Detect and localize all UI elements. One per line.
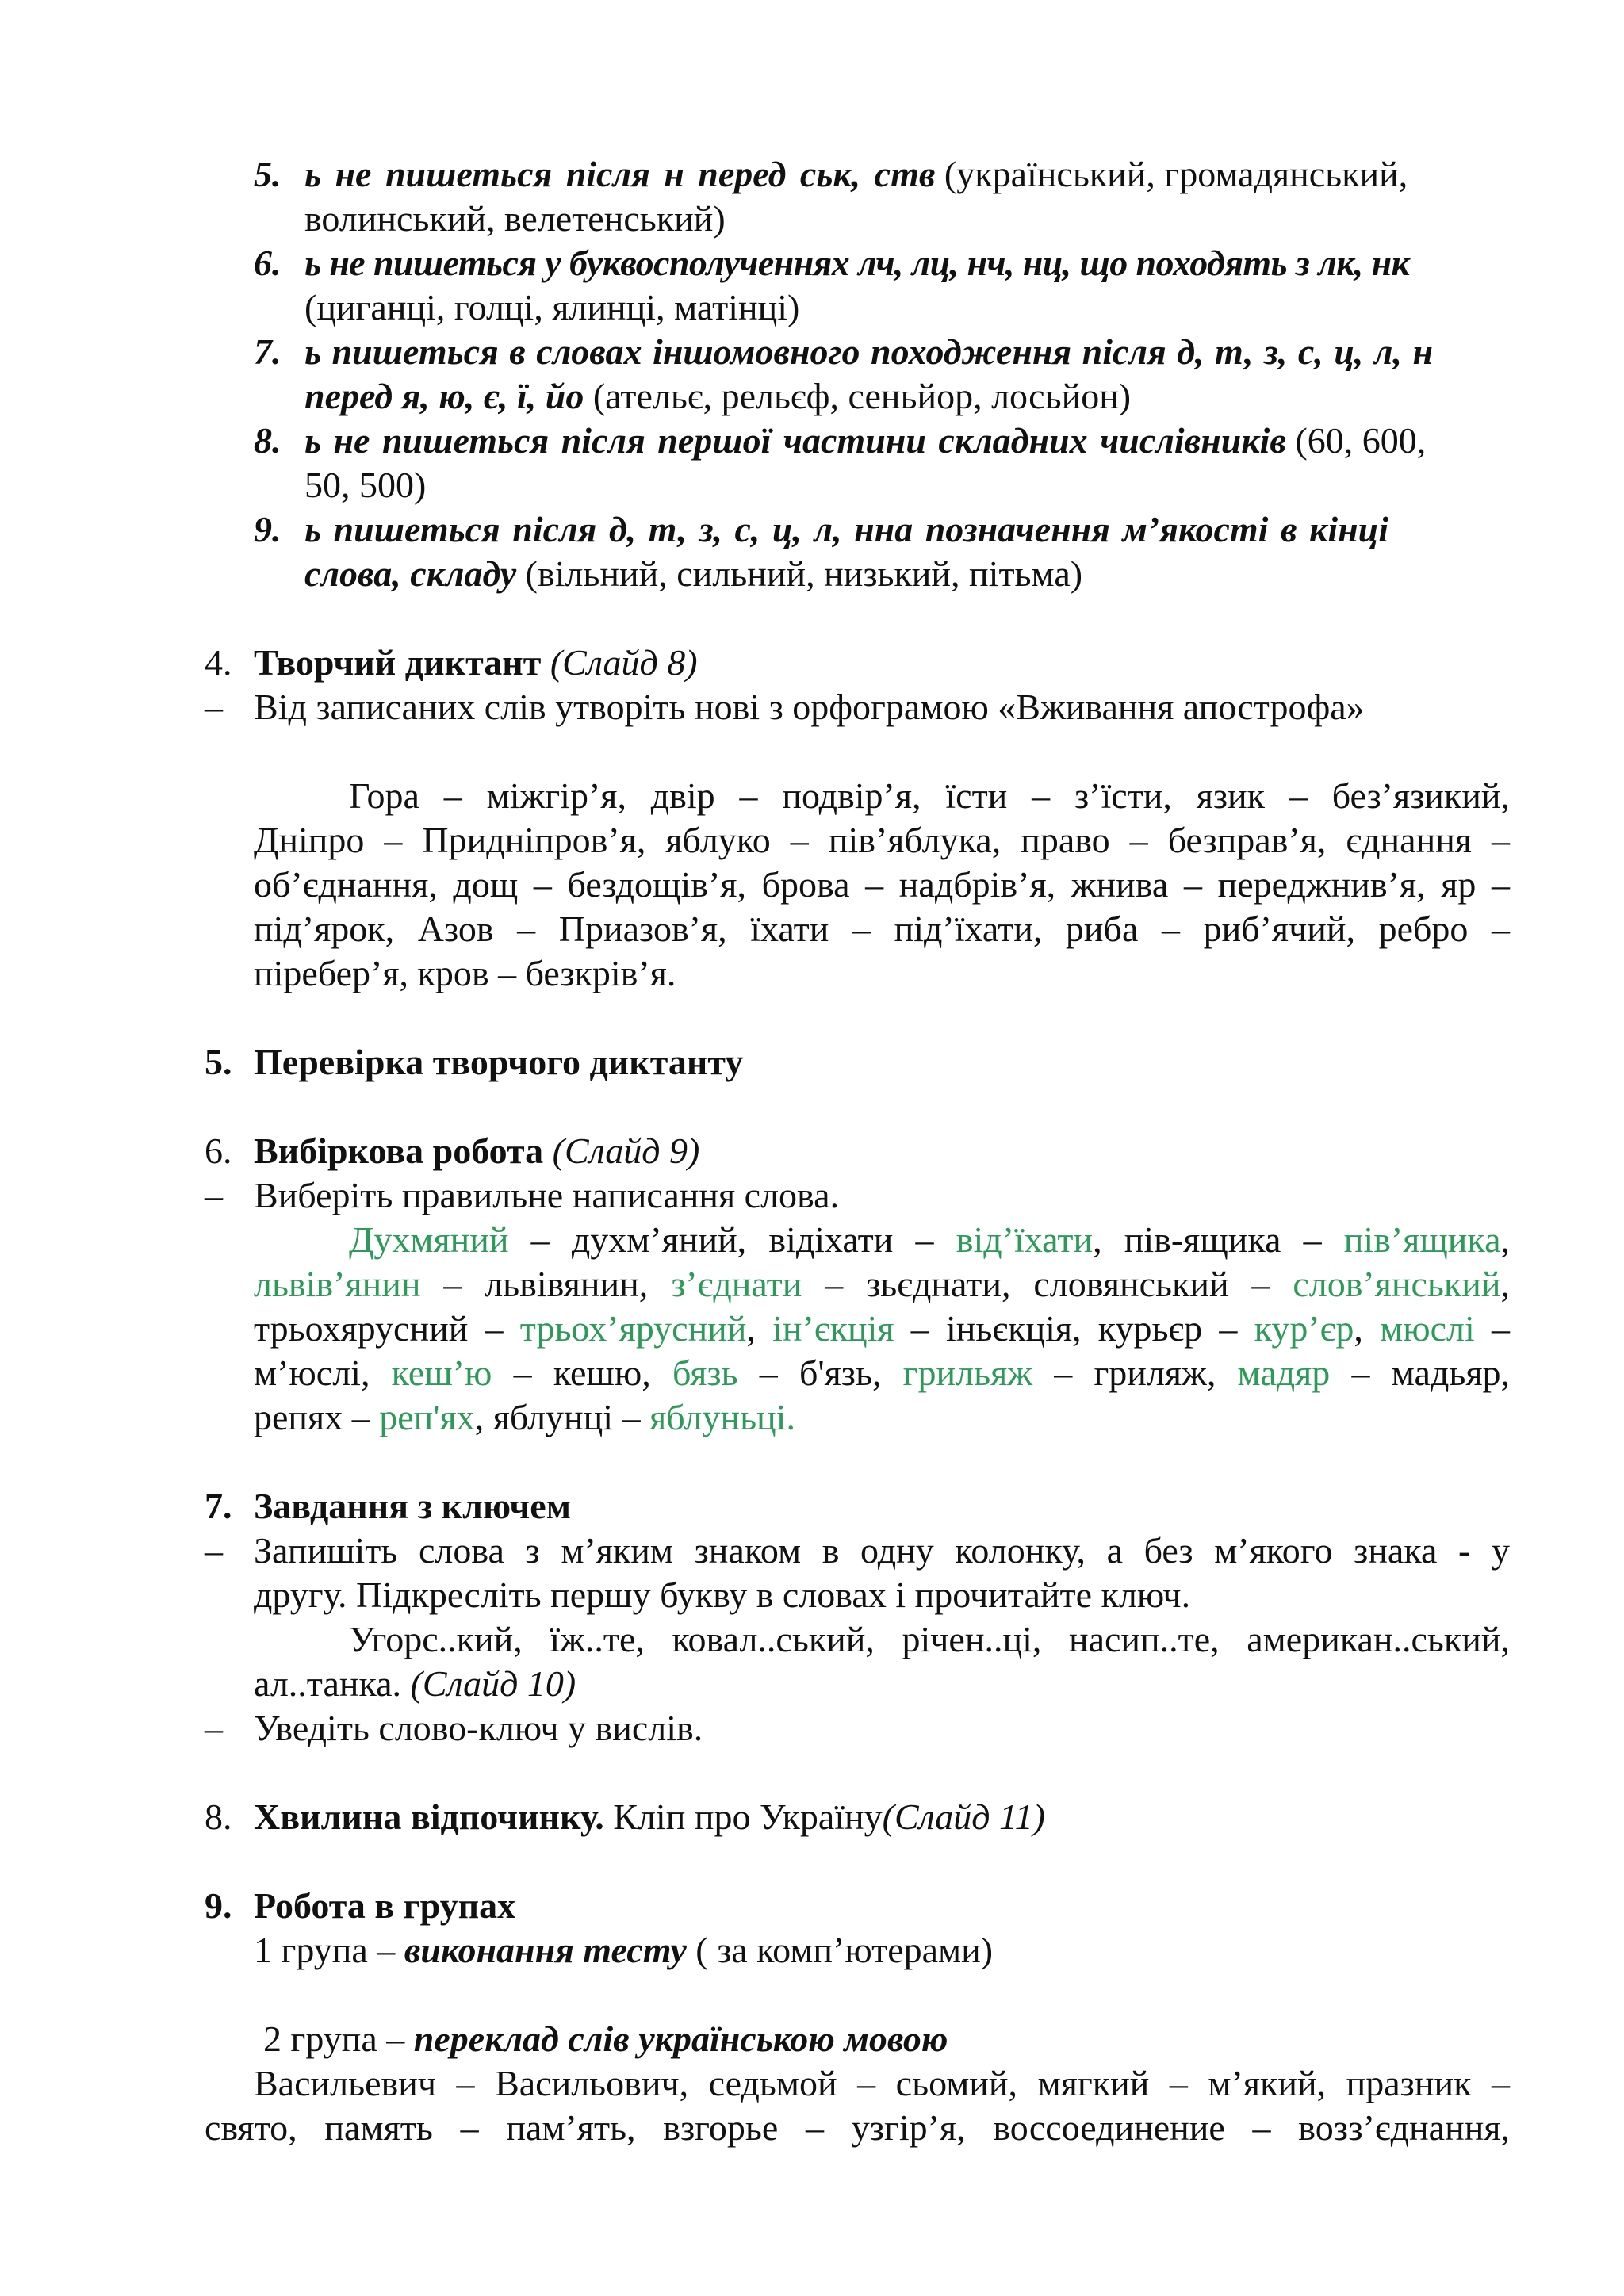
rule-examples-cont: (циганці, голці, ялинці, матінці) — [304, 287, 800, 327]
rule-text: ь не пишеться після першої частини складних числівників — [304, 420, 1286, 461]
dash-bullet: – — [205, 1708, 223, 1748]
correct-word: бязь — [672, 1353, 738, 1393]
rule-text: ь пишеться в словах іншомовного походження після д, т, з, с, ц, л, н — [304, 331, 1434, 372]
section-number: 4. — [205, 642, 232, 683]
words-line-cont: ал..танка. — [254, 1663, 402, 1704]
dash-bullet: – — [205, 687, 223, 727]
group-task: виконання тесту — [404, 1930, 687, 1970]
correct-word: мадяр — [1237, 1353, 1331, 1393]
word-choice-line: львів’янин – львівянин, з’єднати – зьєднати, словянський – слов’янський, — [254, 1264, 1510, 1304]
word-choice-line: м’юслі, кеш’ю – кешю, бязь – б'язь, грильяж – гриляж, мадяр – мадьяр, — [254, 1353, 1510, 1393]
dictation-line: об’єднання, дощ – бездощів’я, брова – надбрів’я, жнива – переджнив’я, яр – — [254, 864, 1510, 905]
correct-word: яблуньці. — [649, 1397, 795, 1437]
section-number: 8. — [205, 1797, 232, 1837]
correct-word: кеш’ю — [391, 1353, 492, 1393]
translation-line: Васильевич – Васильович, седьмой – сьомий, мягкий – м’який, празник – — [254, 2063, 1510, 2103]
correct-word: грильяж — [902, 1353, 1033, 1393]
rule-examples: (ательє, рельєф, сеньйор, лосьйон) — [584, 376, 1132, 416]
rule-number: 7. — [254, 331, 282, 372]
correct-word: ін’єкція — [772, 1308, 894, 1349]
slide-ref: (Слайд 11) — [882, 1797, 1045, 1837]
task-text: Виберіть правильне написання слова. — [254, 1175, 840, 1215]
correct-word: львів’янин — [254, 1264, 421, 1304]
word-choice-line: Духмяний – духм’яний, відіхати – від’їхати, пів-ящика – пів’ящика, — [349, 1219, 1510, 1260]
task-text: Уведіть слово-ключ у вислів. — [254, 1708, 703, 1748]
rule-examples: (вільний, сильний, низький, пітьма) — [516, 553, 1083, 594]
correct-word: пів’ящика — [1343, 1219, 1501, 1260]
correct-word: мюслі — [1380, 1308, 1475, 1349]
section-title: Робота в групах — [254, 1885, 516, 1926]
rule-text-cont: слова, складу — [304, 553, 517, 594]
correct-word: слов’янський — [1293, 1264, 1501, 1304]
word-choice-line: трьохярусний – трьох’ярусний, ін’єкція – іньєкція, курьєр – кур’єр, мюслі – — [254, 1308, 1510, 1349]
section-number: 6. — [205, 1131, 232, 1171]
rule-text: ь пишеться після д, т, з, с, ц, л, нна позначення м’якості в кінці — [304, 509, 1388, 549]
slide-ref: (Слайд 8) — [541, 642, 698, 683]
group-1: 1 група – виконання тесту ( за комп’ютерами) — [254, 1930, 994, 1970]
dictation-line: пірeбер’я, кров – безкрів’я. — [254, 953, 676, 993]
correct-word: реп'ях — [379, 1397, 475, 1437]
section-number: 7. — [205, 1486, 232, 1526]
task-text: Запишіть слова з м’яким знаком в одну колонку, а без м’якого знака - у — [254, 1530, 1510, 1571]
section-title: Перевірка творчого диктанту — [254, 1042, 744, 1082]
dictation-line: Гора – міжгір’я, двір – подвір’я, їсти – з’їсти, язик – без’язикий, — [349, 775, 1510, 816]
group-2: 2 група – переклад слів українською мовою — [263, 2019, 948, 2059]
rule-number: 8. — [254, 420, 282, 461]
rule-text-cont: перед я, ю, є, ї, йо — [304, 376, 584, 416]
rule-number: 6. — [254, 243, 282, 283]
section-number: 9. — [205, 1885, 232, 1926]
words-line: Угорс..кий, їж..те, ковал..ський, річен..ці, насип..те, американ..ський, — [349, 1619, 1510, 1659]
section-title: Завдання з ключем — [254, 1486, 572, 1526]
task-text-cont: другу. Підкресліть першу букву в словах і прочитайте ключ. — [254, 1575, 1191, 1615]
section-title: Вибіркова робота — [254, 1131, 544, 1171]
dictation-line: Дніпро – Придніпров’я, яблуко – пів’яблука, право – безправ’я, єднання – — [254, 820, 1510, 860]
rule-text: ь не пишеться у буквосполученнях лч, лц, нч, нц, що походять з лк, нк — [304, 243, 1410, 283]
rule-number: 5. — [254, 154, 282, 194]
translation-line: свято, память – пам’ять, взгорье – узгір’я, воссоединение – возз’єднання, — [205, 2107, 1510, 2148]
rule-examples-cont: 50, 500) — [304, 465, 427, 505]
rule-examples: (60, 600, — [1285, 420, 1427, 461]
section-title: Творчий диктант — [254, 642, 542, 683]
dash-bullet: – — [205, 1175, 223, 1215]
dash-bullet: – — [205, 1530, 223, 1571]
slide-ref: (Слайд 9) — [543, 1131, 700, 1171]
slide-ref: (Слайд 10) — [401, 1663, 576, 1704]
correct-word: кур’єр — [1254, 1308, 1354, 1349]
rule-number: 9. — [254, 509, 282, 549]
task-text: Від записаних слів утворіть нові з орфограмою «Вживання апострофа» — [254, 687, 1365, 727]
word-choice-line: репях – реп'ях, яблунці – яблуньці. — [254, 1397, 795, 1437]
section-number: 5. — [205, 1042, 232, 1082]
rule-text: ь не пишеться після н перед ськ, ств — [304, 154, 936, 194]
rule-examples-cont: волинський, велетенський) — [304, 198, 726, 239]
group-task: переклад слів українською мовою — [413, 2019, 948, 2059]
section-text: Кліп про Україну — [603, 1797, 883, 1837]
section-title: Хвилина відпочинку. — [254, 1797, 604, 1837]
correct-word: трьох’ярусний — [519, 1308, 747, 1349]
rule-examples: (український, громадянський, — [935, 154, 1408, 194]
correct-word: від’їхати — [956, 1219, 1094, 1260]
dictation-line: під’ярок, Азов – Приазов’я, їхати – під’їхати, риба – риб’ячий, ребро – — [254, 909, 1510, 949]
correct-word: з’єднати — [671, 1264, 802, 1304]
correct-word: Духмяний — [349, 1219, 509, 1260]
